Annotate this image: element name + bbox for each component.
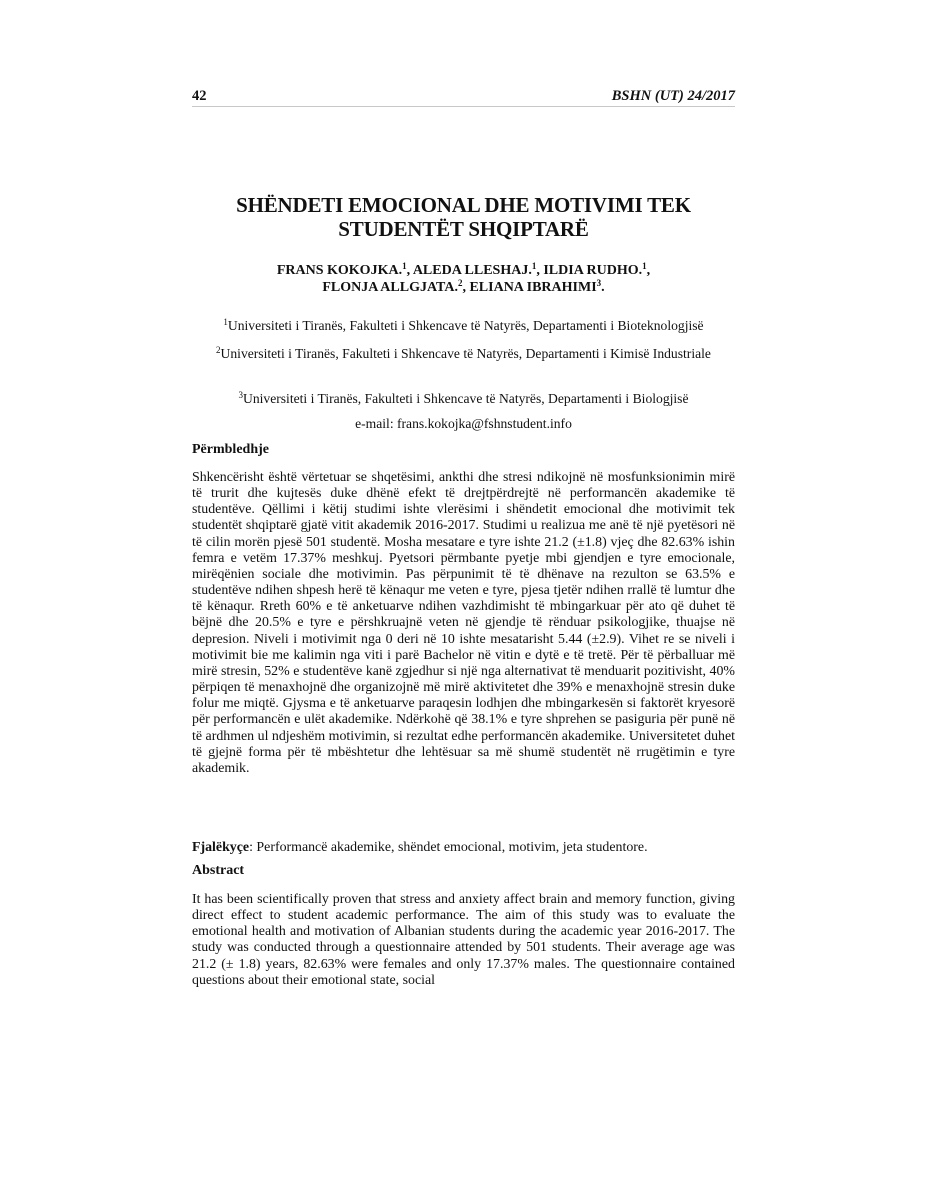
author-separator: , (536, 263, 544, 278)
keywords-label: Fjalëkyçe (192, 840, 250, 855)
affiliation-mark: 1 (223, 317, 228, 327)
paper-title (192, 193, 735, 241)
permbledhje-heading: Përmbledhje (192, 442, 269, 457)
author-affiliation-mark: 1 (402, 261, 407, 271)
contact-email: e-mail: frans.kokojka@fshnstudent.info (355, 416, 572, 431)
permbledhje-text: Shkencërisht është vërtetuar se shqetësimi, ankthi dhe stresi ndikojnë në mosfunksionimin mirë të trurit dhe kujtesës duke dhënë efekt të drejtpërdrejtë në performancën akademike të studentëve. Qëllimi i këtij studimi ishte vlerësimi i shëndetit emocional dhe motivimit tek studentët shqiptarë gjatë vitit akademik 2016-2017. Studimi u realizua me anë të një pyetësori në të cilin morën pjesë 501 studentë. Mosha mesatare e tyre ishte 21.2 (±1.8) vjeç dhe 82.63% ishin femra e vetëm 17.37% meshkuj. Pyetsori përmbante pyetje mbi gjendjen e tyre emocionale, mirëqënien sociale dhe motivimin. Pas përpunimit të të dhënave na rezulton se 63.5% e studentëve ndihen shpesh herë të kënaqur me veten e tyre, pjesa tjetër ndihen rrallë të lumtur dhe të kënaqur. Rreth 60% e të anketuarve ndihen vazhdimisht të mbingarkuar për ato që duhet të bëjnë dhe 20.5% e tyre e përshkruajnë veten në gjendje të rënduar psikologjike, thuajse në depresion. Niveli i motivimit nga 0 deri në 10 ishte mesatarisht 5.44 (±2.9). Vihet re se niveli i motivimit bie me kalimin nga viti i parë Bachelor në vitin e dytë e të tretë. Për të përballuar më mirë stresin, 52% e studentëve kanë zgjedhur si një nga alternativat të menduarit pozitivisht, 40% përpiqen të menaxhojnë dhe organizojnë më mirë aktivitetet dhe 39% e menaxhojnë stresin duke folur me miqtë. Gjysma e të anketuarve paraqesin lodhjen dhe mbingarkesën si faktorët kryesorë për performancën e ulët akademike. Ndërkohë që 38.1% e tyre shprehen se pasiguria për punë në të ardhmen ul ndjeshëm motivimin, si rezultat edhe performancën akademike. Universitetet duhet të gjejnë forma për të mbështetur dhe lehtësuar sa më shumë studentët në rrugëtimin e tyre akademik. (192, 470, 735, 776)
author-affiliation-mark: 2 (457, 278, 463, 288)
title-line-1: SHËNDETI EMOCIONAL DHE MOTIVIMI TEK (236, 193, 691, 217)
affiliation-3 (192, 390, 735, 407)
affiliation-mark: 2 (216, 345, 221, 355)
abstract-heading: Abstract (192, 863, 245, 878)
author-name: ELIANA IBRAHIMI (469, 280, 597, 295)
title-line-2: STUDENTËT SHQIPTARË (338, 217, 589, 241)
author-affiliation-mark: 1 (642, 261, 647, 271)
author-line-2 (192, 279, 735, 296)
affiliation-text: Universiteti i Tiranës, Fakulteti i Shkencave të Natyrës, Departamenti i Kimisë Industriale (220, 346, 711, 361)
author-separator: . (601, 280, 605, 295)
author-separator: , (462, 280, 470, 295)
affiliation-mark: 3 (238, 390, 243, 400)
abstract-text: It has been scientifically proven that stress and anxiety affect brain and memory function, giving direct effect to student academic performance. The aim of this study was to evaluate the emotional health and motivation of Albanian students during the academic year 2016-2017. The study was conducted through a questionnaire attended by 501 students. Their average age was 21.2 (± 1.8) years, 82.63% were females and only 17.37% males. The questionnaire contained questions about their emotional state, social (192, 892, 735, 988)
keywords-text: : Performancë akademike, shëndet emocional, motivim, jeta studentore. (249, 840, 648, 855)
keywords (192, 840, 735, 856)
page-number: 42 (192, 88, 207, 104)
affiliation-1 (192, 317, 735, 334)
author-separator: , (406, 263, 413, 278)
affiliation-text: Universiteti i Tiranës, Fakulteti i Shkencave të Natyrës, Departamenti i Bioteknologjisë (227, 318, 704, 333)
author-name: ILDIA RUDHO. (543, 263, 643, 278)
author-affiliation-mark: 1 (531, 261, 537, 271)
running-header (192, 88, 735, 107)
journal-reference: BSHN (UT) 24/2017 (611, 88, 735, 104)
author-name: FRANS KOKOJKA. (276, 263, 403, 278)
author-name: FLONJA ALLGJATA. (322, 280, 458, 295)
affiliation-2 (192, 345, 735, 362)
author-line-1 (192, 262, 735, 279)
author-separator: , (646, 263, 651, 278)
author-name: ALEDA LLESHAJ. (412, 263, 532, 278)
author-list (192, 262, 735, 296)
author-affiliation-mark: 3 (596, 278, 602, 288)
affiliation-text: Universiteti i Tiranës, Fakulteti i Shkencave të Natyrës, Departamenti i Biologjisë (243, 391, 689, 406)
